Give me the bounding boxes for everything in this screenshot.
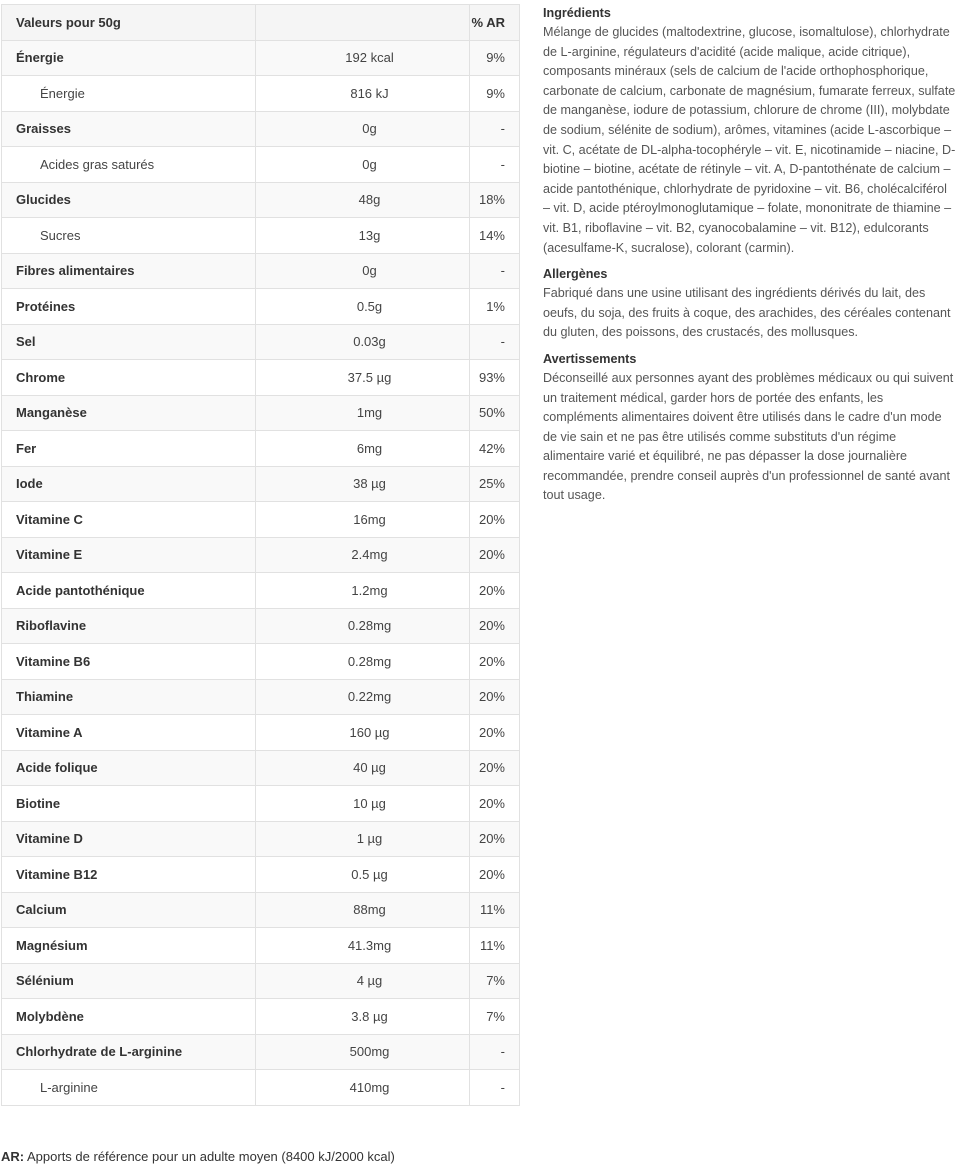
nutrient-name: Vitamine D (2, 821, 256, 857)
nutrient-name: Sel (2, 324, 256, 360)
nutrient-name: Chlorhydrate de L-arginine (2, 1034, 256, 1070)
nutrition-table (1, 4, 520, 1106)
nutrient-ar: - (470, 1070, 520, 1106)
nutrition-row (2, 111, 520, 147)
nutrient-value: 37.5 µg (256, 360, 470, 396)
nutrition-row (2, 573, 520, 609)
nutrient-name: Molybdène (2, 999, 256, 1035)
nutrient-ar: 11% (470, 928, 520, 964)
nutrient-ar: 7% (470, 963, 520, 999)
nutrient-name: Manganèse (2, 395, 256, 431)
nutrient-name: Acides gras saturés (2, 147, 256, 183)
nutrient-value: 41.3mg (256, 928, 470, 964)
nutrition-row (2, 466, 520, 502)
ingredients-title: Ingrédients (543, 6, 611, 20)
nutrient-ar: 11% (470, 892, 520, 928)
nutrient-value: 40 µg (256, 750, 470, 786)
ar-footnote-label: AR: (1, 1149, 25, 1164)
nutrient-name: Glucides (2, 182, 256, 218)
nutrition-row (2, 502, 520, 538)
nutrition-row (2, 289, 520, 325)
nutrient-value: 0.5g (256, 289, 470, 325)
nutrient-ar: 93% (470, 360, 520, 396)
nutrient-ar: 20% (470, 786, 520, 822)
product-info (543, 5, 956, 514)
nutrient-ar: 20% (470, 644, 520, 680)
nutrient-name: Riboflavine (2, 608, 256, 644)
nutrient-ar: 20% (470, 750, 520, 786)
nutrient-ar: 20% (470, 608, 520, 644)
warnings-text: Déconseillé aux personnes ayant des problèmes médicaux ou qui suivent un traitement médical, garder hors de portée des enfants, les compléments alimentaires doivent être utilisés dans le cadre d'un mode de vie sain et ne pas être utilisés comme substituts d'un régime alimentaire varié et équilibré, ne pas dépasser la dose journalière recommandée, prendre conseil auprès d'un professionnel de santé avant tout usage. (543, 370, 954, 503)
nutrition-row (2, 431, 520, 467)
nutrient-value: 38 µg (256, 466, 470, 502)
nutrient-ar: - (470, 111, 520, 147)
nutrient-name: Calcium (2, 892, 256, 928)
nutrient-ar: 14% (470, 218, 520, 254)
nutrient-value: 16mg (256, 502, 470, 538)
nutrient-value: 10 µg (256, 786, 470, 822)
nutrition-row (2, 76, 520, 112)
nutrient-name: Vitamine C (2, 502, 256, 538)
nutrient-ar: 50% (470, 395, 520, 431)
nutrient-value: 4 µg (256, 963, 470, 999)
nutrient-name: Fibres alimentaires (2, 253, 256, 289)
nutrient-ar: 18% (470, 182, 520, 218)
nutrient-ar: 42% (470, 431, 520, 467)
nutrition-row (2, 679, 520, 715)
nutrient-value: 0.5 µg (256, 857, 470, 893)
nutrient-ar: 9% (470, 76, 520, 112)
nutrient-name: Thiamine (2, 679, 256, 715)
allergens-title: Allergènes (543, 267, 608, 282)
nutrient-name: Protéines (2, 289, 256, 325)
header-ar: % AR (470, 5, 520, 41)
nutrient-value: 410mg (256, 1070, 470, 1106)
nutrient-ar: 20% (470, 715, 520, 751)
nutrition-row (2, 963, 520, 999)
nutrient-name: Vitamine B6 (2, 644, 256, 680)
nutrition-row (2, 395, 520, 431)
nutrient-name: Énergie (2, 76, 256, 112)
nutrient-value: 0g (256, 147, 470, 183)
nutrient-ar: - (470, 253, 520, 289)
header-value (256, 5, 470, 41)
nutrition-row (2, 608, 520, 644)
nutrition-row (2, 360, 520, 396)
nutrient-name: Sélénium (2, 963, 256, 999)
nutrient-ar: 20% (470, 502, 520, 538)
nutrient-ar: 20% (470, 857, 520, 893)
nutrition-body (2, 40, 520, 1105)
nutrition-header-row (2, 5, 520, 41)
nutrition-row (2, 750, 520, 786)
nutrient-ar: 20% (470, 573, 520, 609)
nutrition-row (2, 928, 520, 964)
nutrition-row (2, 253, 520, 289)
nutrient-value: 3.8 µg (256, 999, 470, 1035)
nutrient-value: 13g (256, 218, 470, 254)
nutrient-value: 48g (256, 182, 470, 218)
nutrient-ar: 9% (470, 40, 520, 76)
ar-footnote (1, 1149, 395, 1164)
nutrient-name: Énergie (2, 40, 256, 76)
nutrient-name: Vitamine A (2, 715, 256, 751)
nutrient-ar: 20% (470, 679, 520, 715)
nutrition-row (2, 182, 520, 218)
ar-footnote-text: Apports de référence pour un adulte moyen (8400 kJ/2000 kcal) (24, 1149, 395, 1164)
nutrient-name: Sucres (2, 218, 256, 254)
nutrition-row (2, 324, 520, 360)
nutrient-value: 0.28mg (256, 608, 470, 644)
nutrition-row (2, 857, 520, 893)
nutrient-name: Chrome (2, 360, 256, 396)
nutrient-ar: - (470, 324, 520, 360)
nutrient-value: 0g (256, 111, 470, 147)
nutrient-value: 6mg (256, 431, 470, 467)
nutrient-value: 1mg (256, 395, 470, 431)
nutrient-ar: 7% (470, 999, 520, 1035)
nutrient-name: Vitamine E (2, 537, 256, 573)
nutrient-ar: 20% (470, 537, 520, 573)
nutrient-ar: 25% (470, 466, 520, 502)
nutrition-row (2, 147, 520, 183)
nutrient-name: Magnésium (2, 928, 256, 964)
warnings-title: Avertissements (543, 351, 637, 366)
nutrient-name: Graisses (2, 111, 256, 147)
nutrition-row (2, 40, 520, 76)
nutrition-row (2, 644, 520, 680)
nutrient-value: 1 µg (256, 821, 470, 857)
nutrition-row (2, 892, 520, 928)
nutrient-value: 0.03g (256, 324, 470, 360)
allergens-text: Fabriqué dans une usine utilisant des ingrédients dérivés du lait, des oeufs, du soja, des fruits à coque, des arachides, des céréales contenant du gluten, des poissons, des crustacés, des mollusques. (543, 286, 951, 340)
nutrition-row (2, 218, 520, 254)
nutrient-value: 2.4mg (256, 537, 470, 573)
nutrient-name: Biotine (2, 786, 256, 822)
nutrient-value: 816 kJ (256, 76, 470, 112)
nutrient-value: 1.2mg (256, 573, 470, 609)
nutrition-row (2, 537, 520, 573)
nutrient-value: 160 µg (256, 715, 470, 751)
nutrient-value: 0g (256, 253, 470, 289)
nutrient-ar: 20% (470, 821, 520, 857)
nutrient-name: Iode (2, 466, 256, 502)
nutrient-ar: - (470, 1034, 520, 1070)
nutrient-name: Vitamine B12 (2, 857, 256, 893)
nutrition-row (2, 715, 520, 751)
nutrient-value: 88mg (256, 892, 470, 928)
nutrient-name: L-arginine (2, 1070, 256, 1106)
nutrition-row (2, 999, 520, 1035)
nutrition-row (2, 1034, 520, 1070)
nutrition-row (2, 821, 520, 857)
nutrient-name: Acide folique (2, 750, 256, 786)
nutrient-value: 0.28mg (256, 644, 470, 680)
ingredients-text: Mélange de glucides (maltodextrine, glucose, isomaltulose), chlorhydrate de L-arginine, régulateurs d'acidité (acide malique, acide citrique), composants minéraux (sels de calcium de l'acide orthophosphorique, carbonate de calcium, carbonate de magnésium, fumarate ferreux, sulfate de manganèse, iodure de potassium, chlorure de chrome (III), molybdate de sodium, sélénite de sodium), arômes, vitamines (acide L-ascorbique – vit. C, acétate de DL-alpha-tocophéryle – vit. E, nicotinamide – niacine, D-biotine – biotine, acétate de rétinyle – vit. A, D-pantothénate de calcium – acide pantothénique, chlorhydrate de pyridoxine – vit. B6, cholécalciférol – vit. D, acide ptéroylmonoglutamique – folate, mononitrate de thiamine – vit. B1, riboflavine – vit. B2, cyanocobalamine – vit. B12), edulcorants (acesulfame-K, sucralose), colorant (carmin). (543, 25, 956, 255)
nutrition-row (2, 786, 520, 822)
nutrient-value: 500mg (256, 1034, 470, 1070)
header-per-serving: Valeurs pour 50g (2, 5, 256, 41)
nutrient-value: 192 kcal (256, 40, 470, 76)
nutrient-value: 0.22mg (256, 679, 470, 715)
nutrient-ar: 1% (470, 289, 520, 325)
nutrition-row (2, 1070, 520, 1106)
nutrient-ar: - (470, 147, 520, 183)
nutrient-name: Acide pantothénique (2, 573, 256, 609)
nutrient-name: Fer (2, 431, 256, 467)
